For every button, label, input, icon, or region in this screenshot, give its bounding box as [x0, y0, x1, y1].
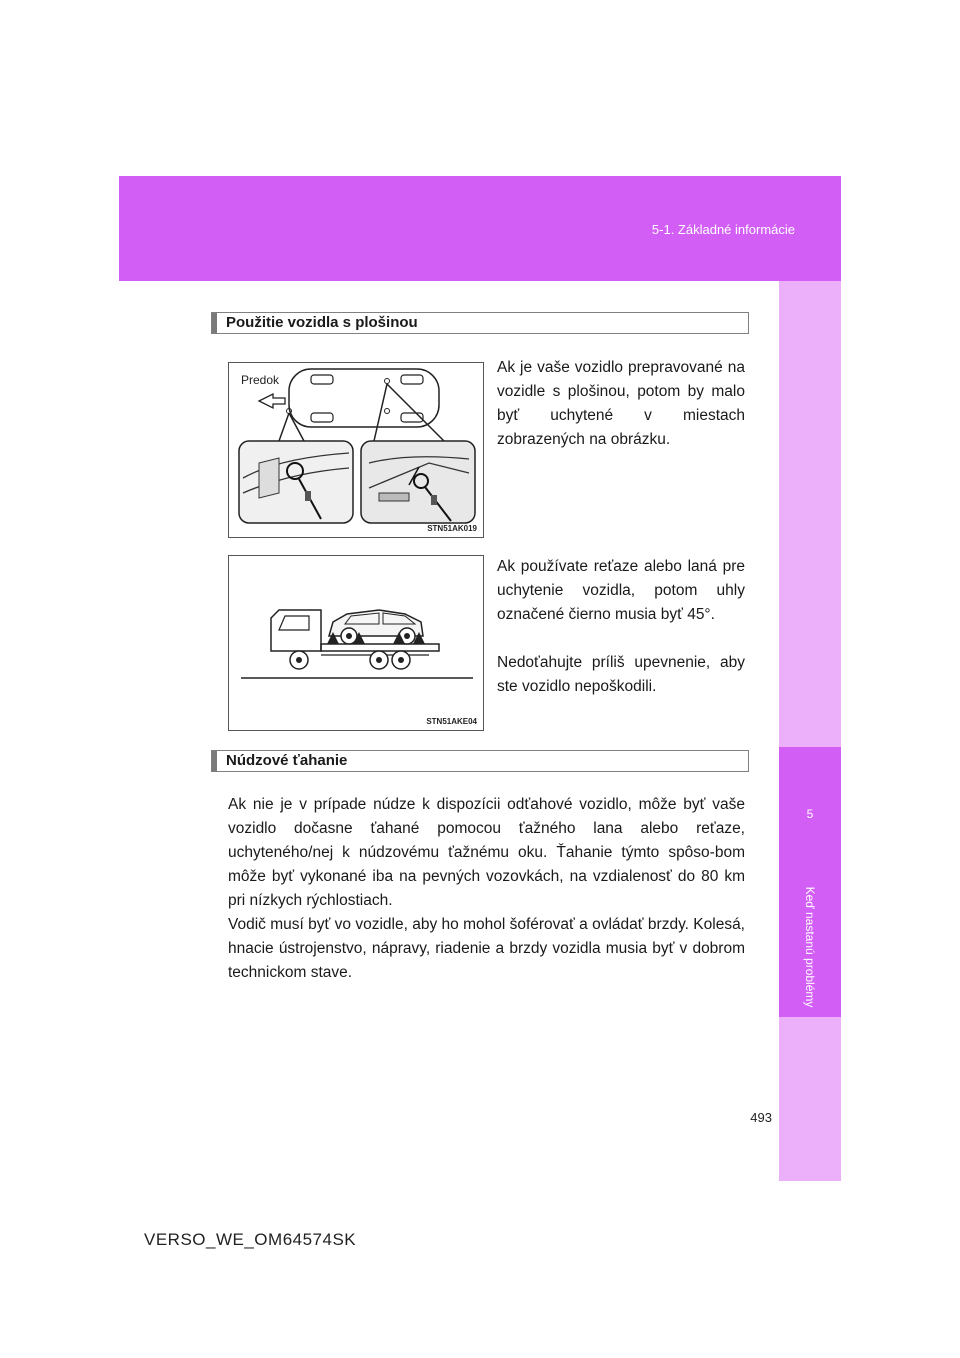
section-title: Použitie vozidla s plošinou: [226, 314, 418, 331]
figure-code: STN51AKE04: [426, 717, 477, 726]
header-band: [119, 176, 841, 281]
section-accent: [212, 751, 217, 771]
section-heading-platform: [211, 312, 749, 334]
header-section-title: 5-1. Základné informácie: [651, 222, 795, 237]
footer-document-code: VERSO_WE_OM64574SK: [144, 1230, 357, 1249]
figure-truck-transport: [228, 555, 484, 731]
chains-paragraph: Ak používate reťaze alebo laná pre uchytenie vozidla, potom uhly označené čierno musia byť 45°.: [497, 558, 745, 623]
towing-paragraph-2: Vodič musí byť vo vozidle, aby ho mohol šoférovať a ovládať brzdy. Kolesá, hnacie ústrojenstvo, nápravy, riadenie a brzdy vozidla musia byť v dobrom technickom stave.: [228, 916, 745, 981]
section-accent: [212, 313, 217, 333]
chapter-number: 5: [806, 807, 814, 821]
section-title: Núdzové ťahanie: [226, 752, 348, 769]
figure-code: STN51AK019: [427, 524, 477, 533]
chapter-tab: [779, 747, 841, 1017]
side-tab: [779, 281, 841, 1181]
section-heading-towing: [211, 750, 749, 772]
platform-paragraph: Ak je vaše vozidlo prepravované na vozidle s plošinou, potom by malo byť uchytené v miestach zobrazených na obrázku.: [497, 359, 745, 448]
towing-paragraph-1: Ak nie je v prípade núdze k dispozícii odťahové vozidlo, môže byť vaše vozidlo dočasne ťahané pomocou ťažného lana alebo reťaze, uchyteného/nej k núdzovému ťažnému oku. Ťahanie týmto spôso-bom môže byť vykonané iba na pevných vozovkách, na vzdialenosť do 80 km pri nízkych rýchlostiach.: [228, 796, 745, 909]
tighten-paragraph: Nedoťahujte príliš upevnenie, aby ste vozidlo nepoškodili.: [497, 654, 745, 695]
chapter-title: Keď nastanú problémy: [803, 886, 817, 1008]
truck-illustration: [229, 556, 483, 730]
tie-down-illustration: [229, 363, 483, 537]
page-number: 493: [750, 1110, 772, 1125]
front-label: Predok: [241, 373, 280, 387]
figure-tie-down-points: [228, 362, 484, 538]
